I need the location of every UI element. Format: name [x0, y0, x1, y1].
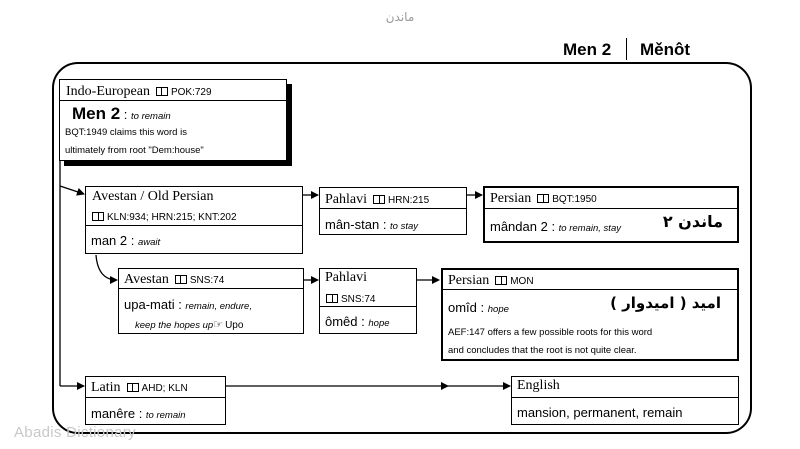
avestan2-divider — [119, 288, 303, 289]
pahlavi2-ref-line — [320, 289, 375, 307]
avestan2-xref: Upo — [225, 320, 244, 331]
avestan2-header — [124, 270, 224, 288]
persian1-native: ماندن ۲ — [662, 212, 723, 231]
header-title: Men 2 — [563, 40, 612, 59]
english-box — [511, 376, 739, 425]
page-top-word: ماندن — [385, 10, 415, 24]
pahlavi1-lang-label: Pahlavi — [325, 192, 367, 207]
pahlavi2-word: ômêd — [325, 314, 358, 329]
avestan-op-word: man 2 — [91, 233, 128, 248]
pahlavi2-word-line — [325, 313, 390, 331]
pahlavi2-gloss: hope — [368, 318, 390, 329]
pahlavi2-colon: : — [357, 314, 369, 329]
persian1-gloss: to remain, stay — [558, 223, 621, 234]
pahlavi2-lang-label: Pahlavi — [325, 270, 367, 285]
persian2-lang-label: Persian — [448, 273, 490, 288]
persian1-word-line — [490, 218, 621, 236]
pahlavi1-word-line — [325, 216, 418, 234]
persian2-ref: MON — [510, 276, 534, 287]
persian1-lang-label: Persian — [490, 191, 532, 206]
latin-ref: AHD; KLN — [141, 383, 188, 394]
arrow-avestan-to-avestan2 — [96, 255, 117, 280]
latin-divider — [86, 397, 225, 398]
persian2-colon: : — [476, 300, 488, 315]
book-icon — [92, 212, 104, 221]
ie-header — [66, 82, 212, 100]
avestan-op-ref: KLN:934; HRN:215; KNT:202 — [107, 212, 237, 223]
avestan-op-lang-label: Avestan / Old Persian — [92, 189, 214, 204]
book-icon — [175, 275, 187, 284]
latin-header — [91, 378, 188, 396]
header-subtitle: Měnôt — [640, 40, 691, 59]
avestan2-word-line — [124, 296, 252, 314]
ie-word-line — [72, 104, 171, 124]
avestan-op-gloss: await — [137, 237, 161, 248]
book-icon — [326, 294, 338, 303]
ie-word: Men 2 — [72, 104, 121, 123]
persian1-box — [483, 186, 739, 243]
pahlavi1-colon: : — [379, 217, 391, 232]
watermark: Abadis Dictionary — [14, 424, 136, 441]
persian2-gloss: hope — [487, 304, 509, 315]
ie-box — [59, 79, 287, 161]
avestan-op-divider — [86, 225, 302, 226]
persian1-colon: : — [547, 219, 559, 234]
pahlavi2-divider — [320, 306, 416, 307]
pahlavi1-ref: HRN:215 — [388, 195, 430, 206]
latin-gloss: to remain — [145, 410, 186, 421]
avestan-op-word-line — [91, 232, 160, 250]
persian2-box — [441, 268, 739, 361]
persian2-note-line-2: and concludes that the root is not quite clear. — [448, 345, 637, 356]
avestan-op-box — [85, 186, 303, 254]
english-divider — [512, 397, 738, 398]
latin-word: manêre — [91, 406, 136, 421]
persian1-word: mândan 2 — [490, 219, 548, 234]
persian2-word: omîd — [448, 300, 477, 315]
ie-divider — [60, 100, 286, 101]
ie-note-line-1: BQT:1949 claims this word is — [65, 127, 187, 138]
latin-lang-label: Latin — [91, 380, 121, 395]
book-icon — [373, 195, 385, 204]
avestan2-word: upa-mati — [124, 297, 175, 312]
ie-colon: : — [120, 107, 132, 122]
latin-to-english-midpoint-arrowhead — [441, 382, 449, 390]
avestan2-ref: SNS:74 — [189, 275, 225, 286]
pahlavi1-word: mân-stan — [325, 217, 380, 232]
persian2-note-line-1: AEF:147 offers a few possible roots for this word — [448, 327, 653, 338]
avestan-op-ref-line — [86, 207, 237, 225]
persian2-word-line — [448, 299, 509, 317]
persian1-divider — [485, 208, 737, 209]
persian1-header — [490, 189, 597, 207]
arrow-ie-to-avestan — [60, 186, 84, 194]
latin-word-line — [91, 405, 186, 423]
pahlavi2-ref: SNS:74 — [341, 294, 376, 305]
avestan2-box — [118, 268, 304, 334]
pointing-hand-icon: ☞ — [213, 319, 224, 331]
book-icon — [537, 194, 549, 203]
english-lang-label: English — [517, 378, 560, 393]
latin-box — [85, 376, 226, 425]
latin-colon: : — [135, 406, 146, 421]
english-words: mansion, permanent, remain — [517, 405, 683, 420]
persian2-header — [448, 271, 534, 289]
avestan-op-colon: : — [127, 233, 138, 248]
pahlavi1-header — [325, 190, 429, 208]
ie-lang-label: Indo-European — [66, 84, 150, 99]
pahlavi2-box — [319, 268, 417, 334]
avestan2-gloss-line-2 — [135, 315, 243, 333]
book-icon — [156, 87, 168, 96]
book-icon — [495, 276, 507, 285]
persian2-native: امید ( امیدوار ) — [610, 294, 721, 312]
persian2-divider — [443, 289, 737, 290]
book-icon — [127, 383, 139, 392]
ie-gloss: to remain — [131, 111, 171, 122]
avestan2-gloss-2: keep the hopes up — [135, 320, 214, 331]
avestan2-gloss-1: remain, endure, — [185, 301, 252, 312]
pahlavi1-divider — [320, 208, 466, 209]
ie-ref: POK:729 — [170, 87, 212, 98]
pahlavi1-box — [319, 187, 467, 235]
persian1-ref: BQT:1950 — [552, 194, 597, 205]
avestan2-lang-label: Avestan — [124, 272, 169, 287]
pahlavi1-gloss: to stay — [390, 221, 419, 232]
ie-note-line-2: ultimately from root "Dem:house" — [65, 145, 204, 156]
avestan2-colon: : — [174, 297, 186, 312]
